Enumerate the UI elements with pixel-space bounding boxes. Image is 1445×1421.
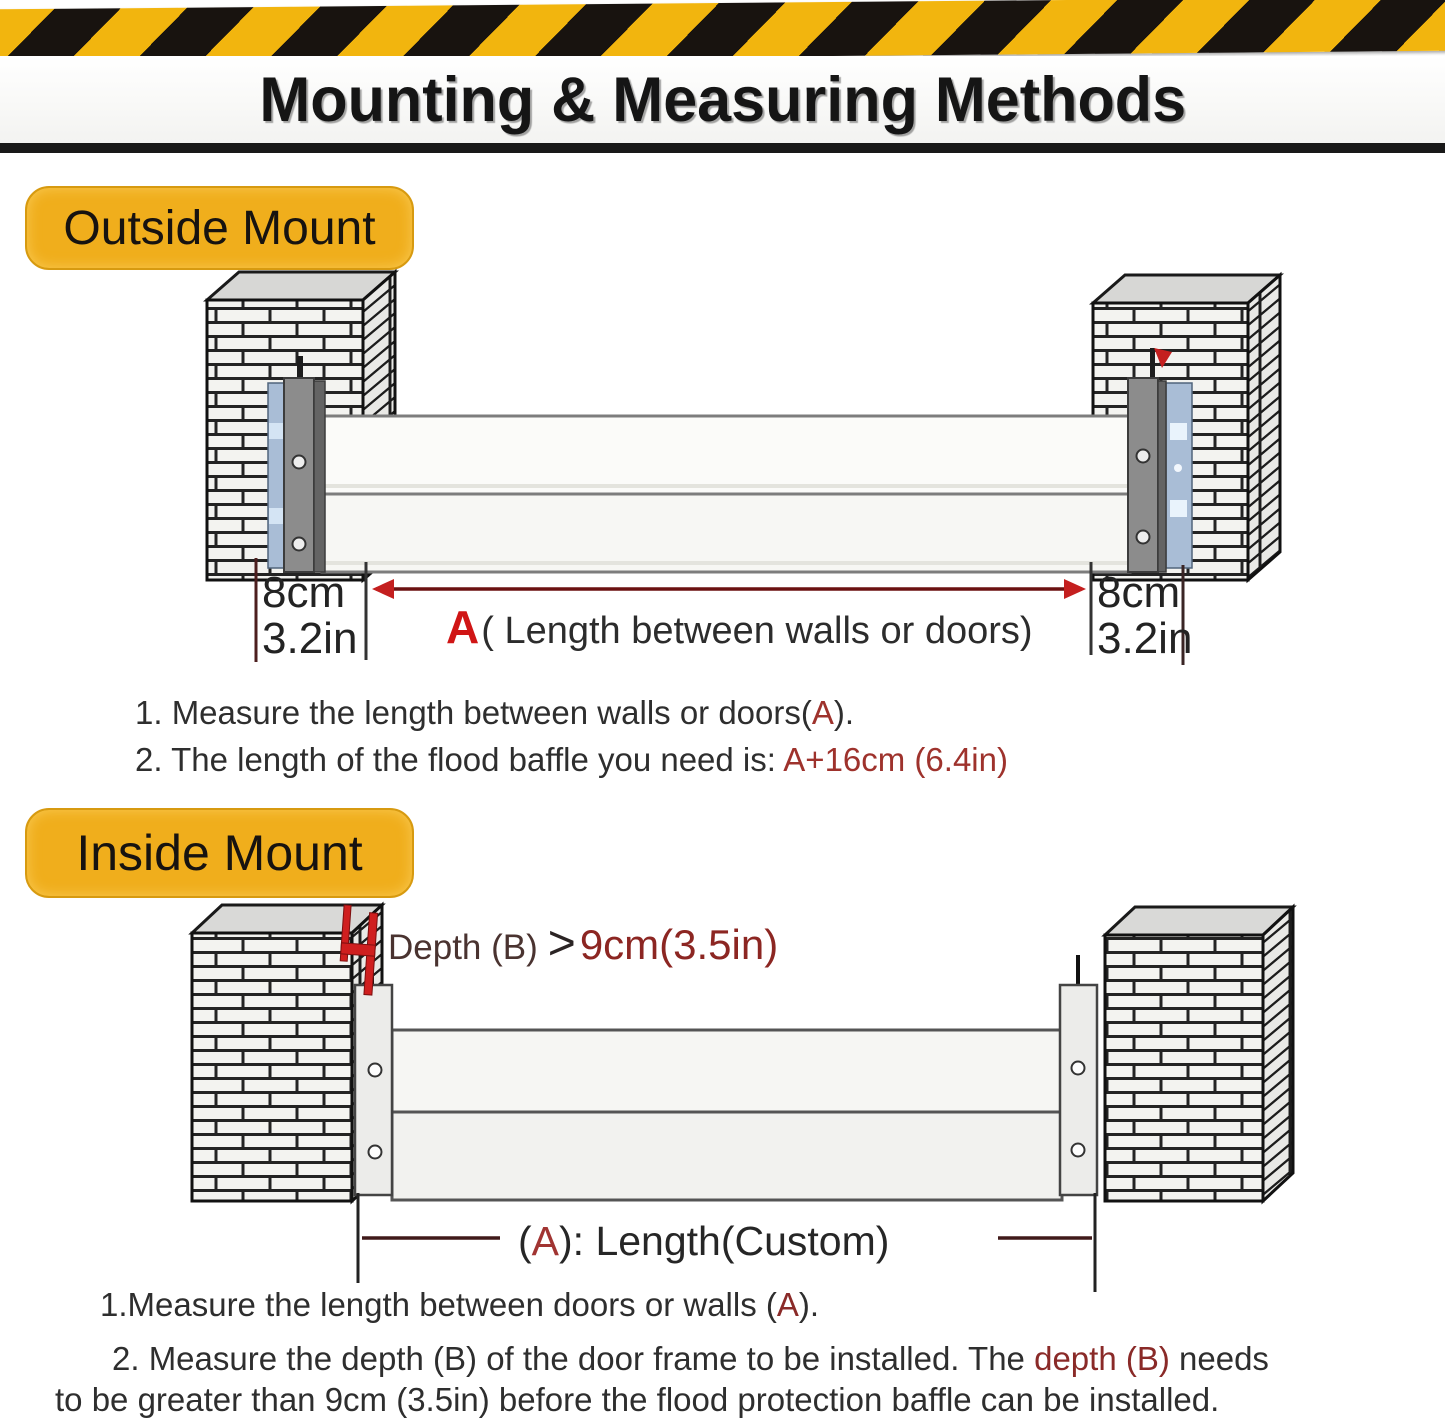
inside-right-channel xyxy=(1060,955,1097,1195)
screw-icon xyxy=(1072,1144,1085,1157)
step-text: 2. Measure the depth (B) of the door frame to be installed. The xyxy=(112,1340,1035,1377)
inside-mount-badge-label: Inside Mount xyxy=(76,825,363,881)
dimension-letter-a: A xyxy=(531,1218,560,1264)
greater-than-sign: > xyxy=(547,917,576,970)
outside-mount-badge-label: Outside Mount xyxy=(63,201,376,255)
screw-icon xyxy=(1137,450,1150,463)
step-text: 1. Measure the length between walls or doors( xyxy=(135,694,812,731)
offset-in: 3.2in xyxy=(262,614,358,663)
step-text: needs xyxy=(1169,1340,1269,1377)
step-text: 1.Measure the length between doors or walls ( xyxy=(100,1286,777,1323)
offset-cm: 8cm xyxy=(262,568,346,617)
outside-right-channel xyxy=(1128,348,1172,572)
inside-step-2-line-2 xyxy=(55,1381,1219,1419)
outside-barrier-planks xyxy=(322,416,1130,572)
outside-left-offset xyxy=(262,570,357,662)
length-label-text: ( xyxy=(518,1218,532,1264)
inside-length-label xyxy=(518,1218,889,1265)
outside-right-gasket xyxy=(1166,383,1192,568)
depth-value: 9cm(3.5in) xyxy=(579,921,779,968)
step-highlight: A xyxy=(776,1286,799,1323)
inside-step-1 xyxy=(100,1286,819,1324)
screw-icon xyxy=(293,456,306,469)
outside-span-label xyxy=(446,600,1033,654)
outside-left-gasket xyxy=(268,383,285,568)
step-highlight: depth (B) xyxy=(1034,1340,1170,1377)
step-text: 2. The length of the flood baffle you need is: xyxy=(135,741,784,778)
inside-left-channel xyxy=(355,952,392,1195)
outside-right-offset xyxy=(1097,570,1192,662)
outside-step-2 xyxy=(135,741,1008,779)
length-label-text: ): Length(Custom) xyxy=(559,1218,890,1264)
step-highlight: A xyxy=(811,694,834,731)
screw-icon xyxy=(369,1146,382,1159)
screw-icon xyxy=(1072,1062,1085,1075)
dimension-letter-a: A xyxy=(446,601,480,653)
inside-barrier-planks xyxy=(392,1030,1062,1200)
screw-icon xyxy=(369,1064,382,1077)
inside-depth-label xyxy=(388,916,778,971)
step-text: to be greater than 9cm (3.5in) before the flood protection baffle can be installed. xyxy=(55,1381,1220,1418)
step-text: ). xyxy=(833,694,855,731)
step-highlight: A+16cm (6.4in) xyxy=(783,741,1008,778)
depth-name: Depth (B) xyxy=(388,928,538,967)
offset-cm: 8cm xyxy=(1097,568,1181,617)
inside-right-pillar xyxy=(1105,907,1293,1201)
span-label-text: ( Length between walls or doors) xyxy=(481,610,1033,652)
inside-step-2-line-1 xyxy=(112,1340,1269,1378)
outside-left-channel xyxy=(284,356,325,572)
outside-step-1 xyxy=(135,694,854,732)
screw-icon xyxy=(293,538,306,551)
page-title: Mounting & Measuring Methods xyxy=(259,64,1186,135)
offset-in: 3.2in xyxy=(1097,614,1193,663)
step-text: ). xyxy=(798,1286,820,1323)
screw-icon xyxy=(1137,531,1150,544)
